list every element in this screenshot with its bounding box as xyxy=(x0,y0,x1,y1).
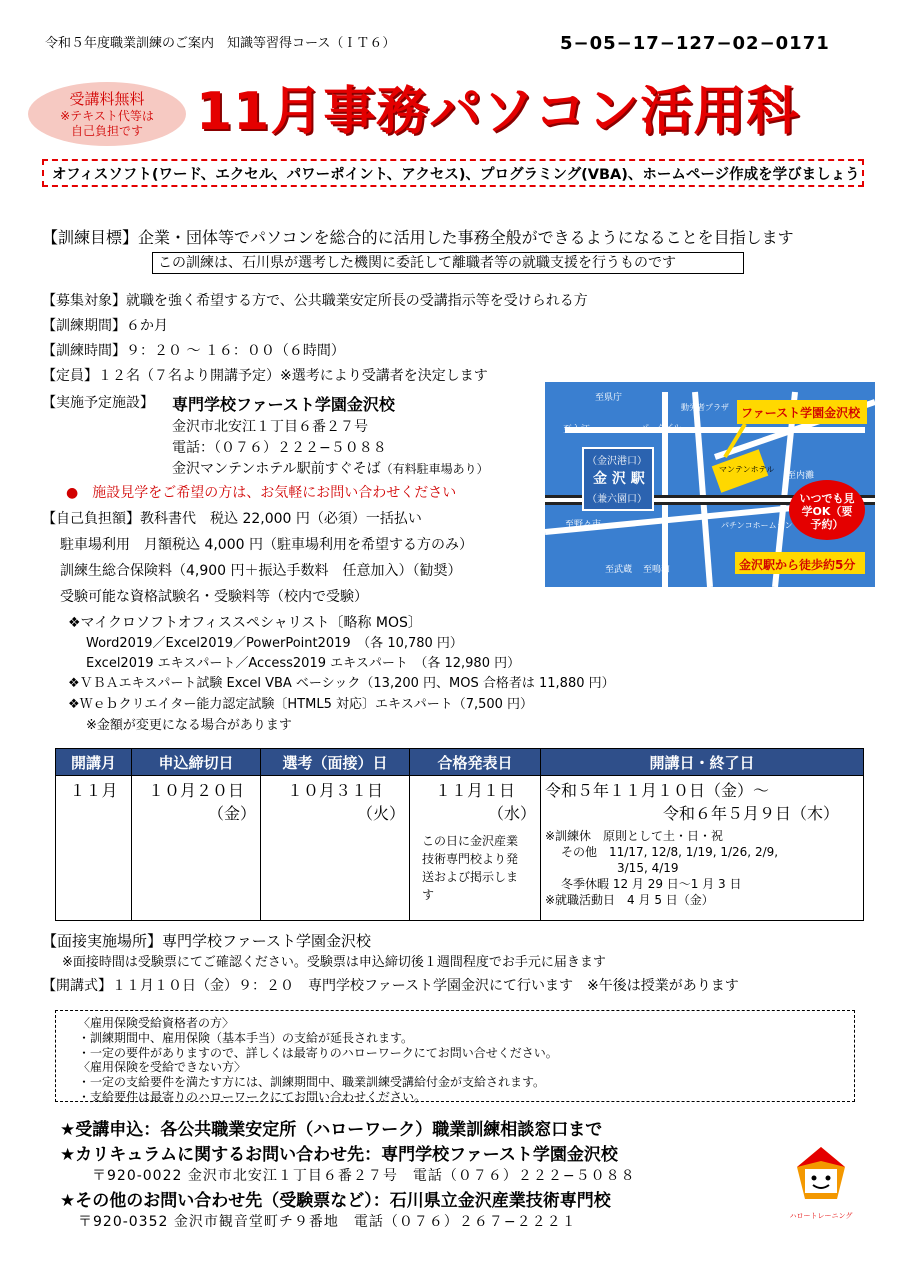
mascot-label: ハロートレーニング xyxy=(789,1212,853,1220)
exam-web: ❖Ｗｅｂクリエイター能力認定試験〔HTML5 対応〕エキスパート（7,500 円） xyxy=(68,697,534,712)
map-label-pachinko: パチンコホームラン xyxy=(721,521,793,530)
schedule-header-row xyxy=(56,749,864,776)
tour-notice: ● 施設見学をご希望の方は、お気軽にお問い合わせください xyxy=(66,485,457,501)
map-station-bottom: （兼六園口） xyxy=(587,494,647,505)
cell-result xyxy=(410,776,541,921)
hello-training-mascot-icon xyxy=(787,1145,855,1223)
map-visit-ok: いつでも見学OK（要予約） xyxy=(799,492,855,531)
fee-change-note: ※金額が変更になる場合があります xyxy=(86,718,292,733)
result-date: １１月１日 xyxy=(434,781,515,800)
result-note: この日に金沢産業技術専門校より発送および掲示します xyxy=(422,834,519,902)
col-period: 開講日・終了日 xyxy=(541,749,864,776)
holiday-line2: その他 11/17, 12/8, 1/19, 1/26, 2/9, xyxy=(561,845,779,859)
training-goal: 【訓練目標】企業・団体等でパソコンを総合的に活用した事務全般ができるようになることを目指します xyxy=(42,228,794,247)
table-row xyxy=(56,776,864,921)
apply-info: ★受講申込：各公共職業安定所（ハローワーク）職業訓練相談窓口まで xyxy=(60,1120,603,1140)
map-label-park: パークビル xyxy=(641,423,681,432)
exam-vba: ❖ＶＢＡエキスパート試験 Excel VBA ベーシック（13,200 円、MOS 合格者は 11,880 円） xyxy=(68,676,615,691)
access-map xyxy=(545,382,875,587)
cell-month: １１月 xyxy=(56,776,132,921)
opening-ceremony: 【開講式】１１月１０日（金）９：２０ 専門学校ファースト学園金沢にて行います ※午後は授業があります xyxy=(42,978,739,994)
info-line: 〈雇用保険を受給できない方〉 xyxy=(78,1060,247,1075)
access-text: 金沢マンテンホテル駅前すぐそば xyxy=(172,461,381,477)
map-label-manten: マンテンホテル xyxy=(719,465,775,474)
facility-access xyxy=(172,460,489,478)
holiday-line5: ※就職活動日 4 月 5 日（金） xyxy=(545,893,714,907)
facility-address: 金沢市北安江１丁目６番２７号 xyxy=(172,419,368,435)
curriculum-contact: ★カリキュラムに関するお問い合わせ先：専門学校ファースト学園金沢校 xyxy=(60,1145,618,1165)
start-date: 令和５年１１月１０日（金）～ xyxy=(545,781,770,800)
info-line: ・一定の要件がありますので、詳しくは最寄りのハローワークにてお問い合せください。 xyxy=(78,1045,558,1060)
interview-place: 【面接実施場所】専門学校ファースト学園金沢校 xyxy=(42,932,371,950)
page-title: 11月事務パソコン活用科 xyxy=(196,82,800,142)
col-interview: 選考（面接）日 xyxy=(261,749,410,776)
map-station-top: （金沢港口） xyxy=(587,456,647,467)
holiday-line3: 3/15, 4/19 xyxy=(617,861,679,875)
interview-note: ※面接時間は受験票にてご確認ください。受験票は申込締切後１週間程度でお手元に届きます xyxy=(62,955,606,970)
cell-interview xyxy=(261,776,410,921)
training-period: 【訓練期間】６か月 xyxy=(42,318,168,334)
map-label-plaza: 動労者プラザ xyxy=(681,403,729,412)
recruit-target: 【募集対象】就職を強く希望する方で、公共職業安定所長の受講指示等を受けられる方 xyxy=(42,293,588,309)
result-dow: （水） xyxy=(487,804,536,823)
subtitle: オフィスソフト(ワード、エクセル、パワーポイント、アクセス)、プログラミング(VBA)、ホームページ作成を学びましょう xyxy=(52,167,860,183)
map-label-narawa: 至鳴和 xyxy=(643,565,671,575)
cell-period xyxy=(541,776,864,921)
facility-label: 【実施予定施設】 xyxy=(42,395,154,411)
deadline-dow: （金） xyxy=(207,804,256,823)
map-label-uchinada: 至内灘 xyxy=(787,471,815,481)
exam-mos-1: Word2019／Excel2019／PowerPoint2019 （各 10,780 円） xyxy=(86,636,463,651)
free-badge xyxy=(28,82,186,146)
fee-textbook: 【自己負担額】教科書代 税込 22,000 円（必須）一括払い xyxy=(42,511,422,527)
info-line: 〈雇用保険受給資格者の方〉 xyxy=(78,1016,235,1030)
exam-mos-2: Excel2019 エキスパート／Access2019 エキスパート （各 12,980 円） xyxy=(86,656,521,671)
end-date: 令和６年５月９日（木） xyxy=(662,804,839,823)
curriculum-address: 〒920-0022 金沢市北安江１丁目６番２７号 電話（０７６）２２２−５０８８ xyxy=(92,1168,636,1184)
exam-mos: ❖マイクロソフトオフィススペシャリスト〔略称 MOS〕 xyxy=(68,615,422,631)
training-hours: 【訓練時間】９：２０ ～ １６：００（６時間） xyxy=(42,343,345,359)
badge-line2: ※テキスト代等は xyxy=(60,109,154,123)
map-walk-time: 金沢駅から徒歩約5分 xyxy=(739,558,856,572)
fee-parking: 駐車場利用 月額税込 4,000 円（駐車場利用を希望する方のみ） xyxy=(60,537,473,553)
col-result: 合格発表日 xyxy=(410,749,541,776)
map-label-nonoichi: 至野々市 xyxy=(565,520,602,530)
exams-title: 受験可能な資格試験名・受験料等（校内で受験） xyxy=(60,589,368,605)
holiday-line4: 冬季休暇 12 月 29 日～1 月 3 日 xyxy=(561,877,742,891)
map-label-musashi: 至武蔵 xyxy=(605,565,633,575)
map-label-kencho: 至県庁 xyxy=(595,393,623,403)
col-month: 開講月 xyxy=(56,749,132,776)
access-note: （有料駐車場あり） xyxy=(380,462,489,476)
badge-line1: 受講料無料 xyxy=(69,90,145,108)
facility-name: 専門学校ファースト学園金沢校 xyxy=(172,395,395,414)
col-deadline: 申込締切日 xyxy=(132,749,261,776)
cell-deadline xyxy=(132,776,261,921)
map-station: 金 沢 駅 xyxy=(593,471,645,487)
info-line: ・訓練期間中、雇用保険（基本手当）の支給が延長されます。 xyxy=(78,1030,414,1045)
map-school-label: ファースト学園金沢校 xyxy=(741,406,861,420)
fee-insurance: 訓練生総合保険料（4,900 円＋振込手数料 任意加入）（勧奨） xyxy=(60,563,462,579)
deadline-date: １０月２０日 xyxy=(147,781,244,800)
goal-note: この訓練は、石川県が選考した機関に委託して離職者等の就職支援を行うものです xyxy=(158,255,676,271)
map-label-irie: 至入江 xyxy=(563,425,591,435)
capacity: 【定員】１２名（７名より開講予定）※選考により受講者を決定します xyxy=(42,368,488,384)
insurance-info xyxy=(78,1016,558,1105)
course-code: 5−05−17−127−02−0171 xyxy=(560,33,830,54)
facility-phone: 電話：（０７６）２２２−５０８８ xyxy=(172,440,387,456)
schedule-table xyxy=(55,748,864,921)
badge-line3: 自己負担です xyxy=(70,124,143,138)
interview-dow: （火） xyxy=(356,804,405,823)
info-line: ・一定の支給要件を満たす方には、訓練期間中、職業訓練受講給付金が支給されます。 xyxy=(78,1075,546,1090)
interview-date: １０月３１日 xyxy=(286,781,383,800)
header-course: 令和５年度職業訓練のご案内 知識等習得コース（ＩＴ６） xyxy=(45,36,396,51)
info-line: ・支給要件は最寄りのハローワークにてお問い合わせください。 xyxy=(78,1089,427,1104)
holiday-line1: ※訓練休 原則として土・日・祝 xyxy=(545,829,724,843)
other-address: 〒920-0352 金沢市観音堂町チ９番地 電話（０７６）２６７−２２２１ xyxy=(78,1214,577,1230)
other-contact: ★その他のお問い合わせ先（受験票など）：石川県立金沢産業技術専門校 xyxy=(60,1191,611,1211)
